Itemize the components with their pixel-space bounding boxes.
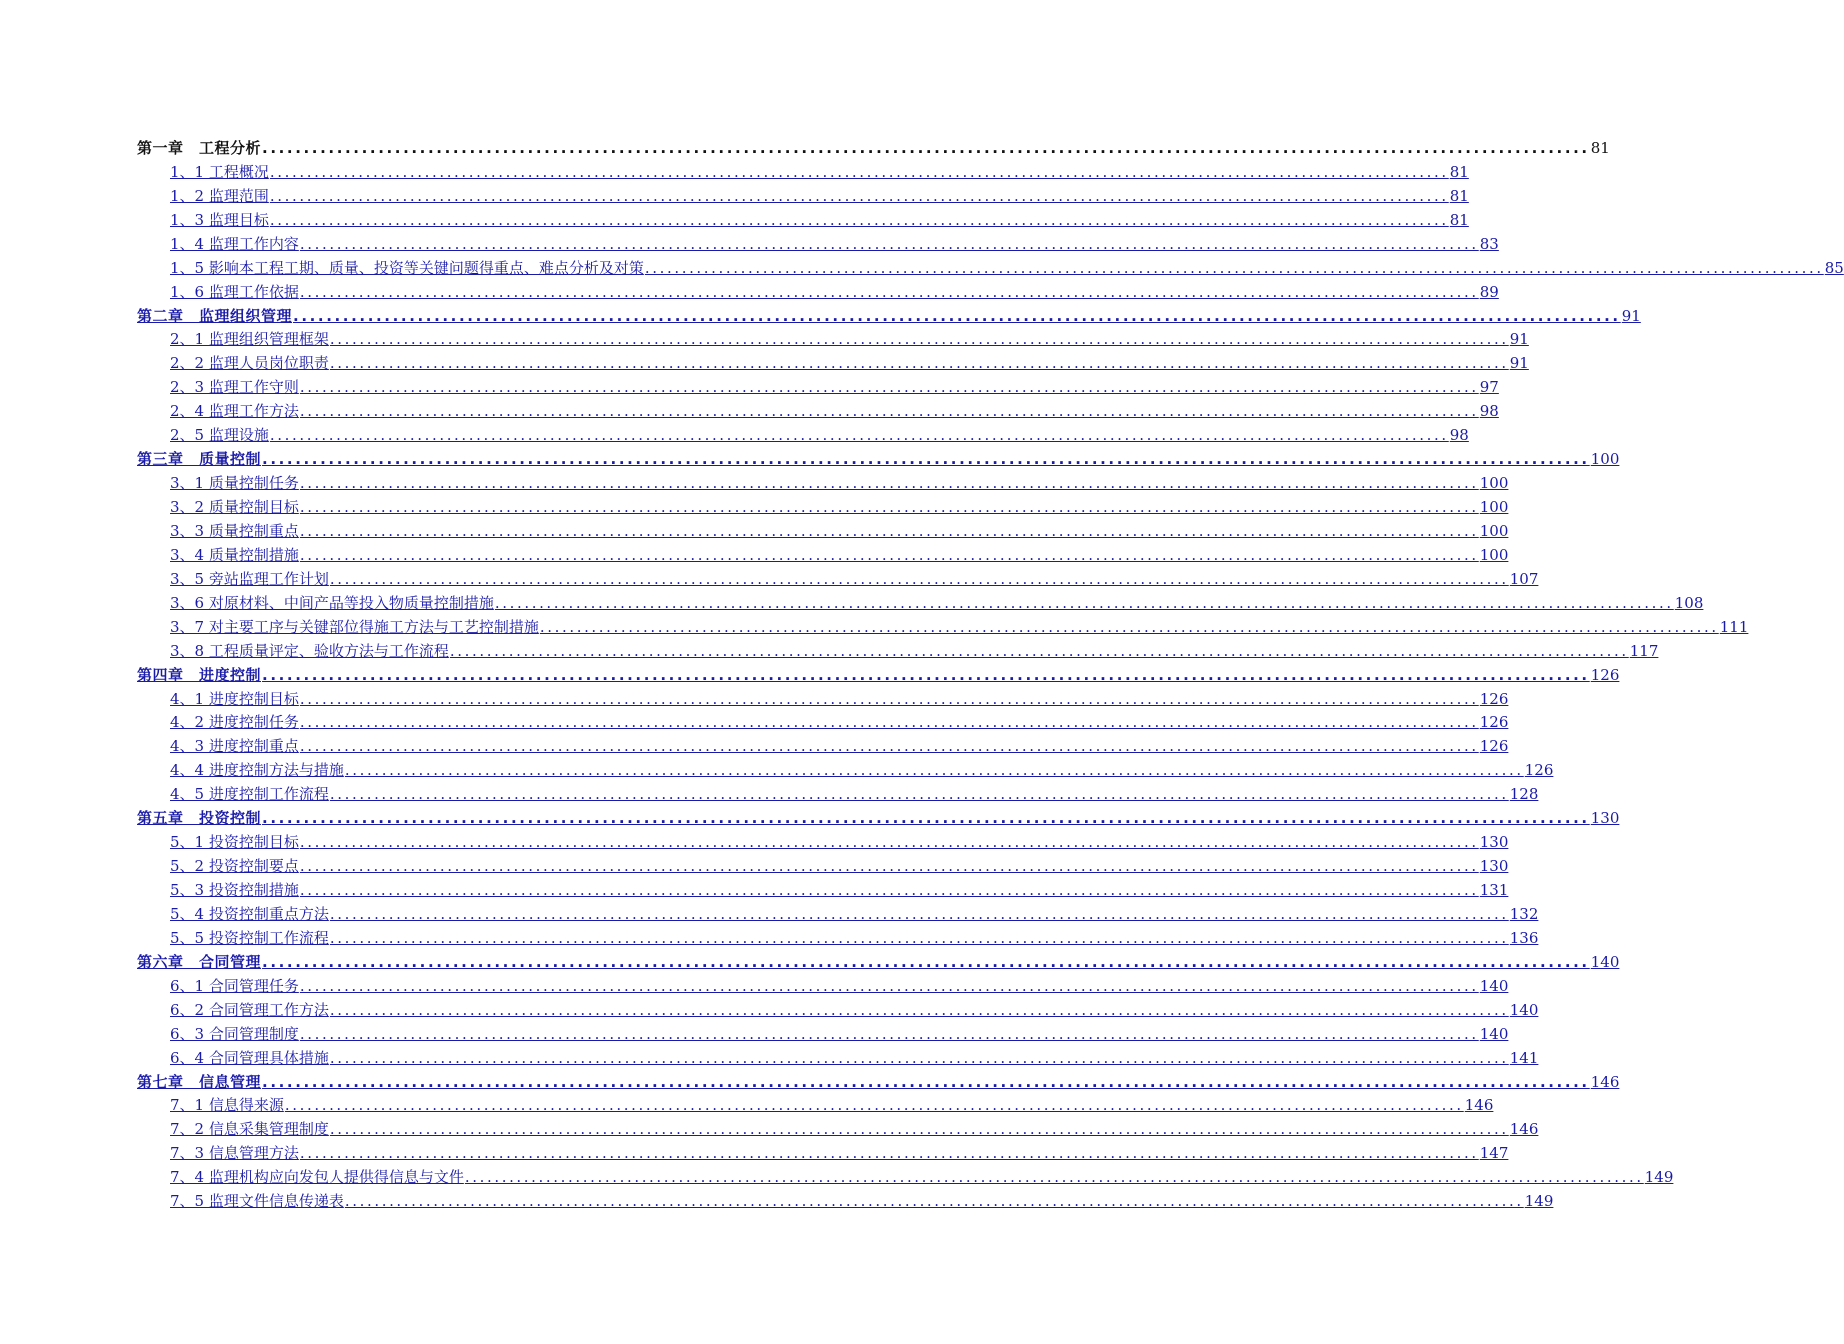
toc-page-number: 91 [1621,306,1641,325]
toc-page-number: 132 [1509,904,1539,923]
toc-section-entry[interactable] [137,278,1499,302]
toc-page-number: 108 [1674,593,1704,612]
toc-entry-title: 3、1 质量控制任务 [170,474,299,493]
toc-chapter-entry[interactable] [137,1068,1620,1092]
toc-section-entry[interactable] [137,469,1509,493]
toc-dot-leader: ................................................................................................................................................................ [329,569,1509,588]
toc-entry-title: 第二章 监理组织管理 [137,306,293,325]
toc-page-number: 128 [1509,785,1539,804]
toc-page-number: 100 [1479,545,1509,564]
toc-page-number: 126 [1524,761,1554,780]
toc-section-entry[interactable] [137,493,1509,517]
toc-page-number: 81 [1590,138,1610,157]
toc-entry-title: 第五章 投资控制 [137,809,262,828]
toc-page-number: 146 [1590,1072,1620,1091]
toc-dot-leader: ................................................................................................................................................................ [269,162,1449,181]
toc-page-number: 130 [1590,809,1620,828]
toc-section-entry[interactable] [137,1115,1539,1139]
toc-section-entry[interactable] [137,326,1529,350]
toc-dot-leader: ................................................................................................................................................................ [262,665,1590,684]
toc-section-entry[interactable] [137,349,1529,373]
toc-section-entry[interactable] [137,373,1499,397]
toc-entry-title: 4、3 进度控制重点 [170,737,299,756]
toc-section-entry[interactable] [137,732,1509,756]
toc-dot-leader: ................................................................................................................................................................ [299,521,1479,540]
toc-entry-title: 7、4 监理机构应向发包人提供得信息与文件 [170,1168,464,1187]
toc-section-entry[interactable] [137,1020,1509,1044]
toc-dot-leader: ................................................................................................................................................................ [344,1192,1524,1211]
toc-dot-leader: ................................................................................................................................................................ [262,1072,1590,1091]
toc-entry-title: 第一章 工程分析 [137,138,262,157]
toc-dot-leader: ................................................................................................................................................................ [329,904,1509,923]
toc-page-number: 149 [1524,1192,1554,1211]
toc-entry-title: 3、2 质量控制目标 [170,498,299,516]
toc-dot-leader: ................................................................................................................................................................ [329,785,1509,804]
toc-section-entry[interactable] [137,182,1469,206]
toc-entry-title: 第七章 信息管理 [137,1072,262,1091]
toc-page-number: 140 [1479,976,1509,995]
toc-entry-title: 2、4 监理工作方法 [170,402,299,421]
toc-chapter-entry[interactable] [137,948,1620,972]
toc-entry-title: 1、4 监理工作内容 [170,234,299,253]
toc-entry-title: 3、3 质量控制重点 [170,521,299,540]
toc-dot-leader: ................................................................................................................................................................ [299,498,1479,516]
toc-dot-leader: ................................................................................................................................................................ [299,234,1479,253]
toc-dot-leader: ................................................................................................................................................................ [539,617,1719,636]
toc-entry-title: 2、2 监理人员岗位职责 [170,354,329,373]
toc-entry-title: 1、3 监理目标 [170,210,269,229]
toc-entry-title: 2、3 监理工作守则 [170,378,299,397]
toc-dot-leader: ................................................................................................................................................................ [299,713,1479,732]
toc-page-number: 81 [1449,210,1469,229]
toc-dot-leader: ................................................................................................................................................................ [299,976,1479,995]
toc-section-entry[interactable] [137,541,1509,565]
toc-entry-title: 6、2 合同管理工作方法 [170,1000,329,1019]
toc-entry-title: 4、1 进度控制目标 [170,689,299,708]
toc-section-entry[interactable] [137,876,1509,900]
toc-entry-title: 5、5 投资控制工作流程 [170,928,329,947]
toc-dot-leader: ................................................................................................................................................................ [449,641,1629,660]
toc-section-entry[interactable] [137,756,1554,780]
toc-dot-leader: ................................................................................................................................................................ [299,474,1479,493]
toc-page-number: 146 [1509,1120,1539,1139]
toc-page-number: 126 [1479,713,1509,732]
toc-dot-leader: ................................................................................................................................................................ [299,737,1479,756]
toc-entry-title: 2、5 监理设施 [170,426,269,445]
toc-page-number: 98 [1479,402,1499,421]
toc-dot-leader: ................................................................................................................................................................ [464,1168,1644,1187]
toc-section-entry[interactable] [137,780,1539,804]
toc-section-entry[interactable] [137,709,1509,733]
toc-dot-leader: ................................................................................................................................................................ [299,545,1479,564]
toc-dot-leader: ................................................................................................................................................................ [269,210,1449,229]
toc-page-number: 98 [1449,426,1469,445]
toc-entry-title: 5、3 投资控制措施 [170,881,299,899]
toc-section-entry[interactable] [137,589,1704,613]
toc-dot-leader: ................................................................................................................................................................ [329,330,1509,349]
toc-dot-leader: ................................................................................................................................................................ [299,1144,1479,1163]
toc-entry-title: 1、6 监理工作依据 [170,282,299,301]
toc-chapter-entry[interactable] [137,302,1641,326]
toc-dot-leader: ................................................................................................................................................................ [293,306,1621,325]
toc-page-number: 100 [1479,521,1509,540]
toc-section-entry[interactable] [137,565,1539,589]
toc-entry-title: 3、8 工程质量评定、验收方法与工作流程 [170,641,449,660]
toc-page-number: 141 [1509,1048,1539,1067]
toc-chapter-entry[interactable] [137,445,1620,469]
toc-entry-title: 1、5 影响本工程工期、质量、投资等关键问题得重点、难点分析及对策 [170,258,644,277]
toc-dot-leader: ................................................................................................................................................................ [329,1000,1509,1019]
toc-dot-leader: ................................................................................................................................................................ [329,1120,1509,1139]
toc-page-number: 147 [1479,1144,1509,1163]
toc-entry-title: 第六章 合同管理 [137,952,262,971]
toc-page-number: 140 [1590,952,1620,971]
toc-page-number: 111 [1719,617,1749,636]
toc-page-number: 140 [1479,1024,1509,1043]
toc-dot-leader: ................................................................................................................................................................ [494,593,1674,612]
toc-dot-leader: ................................................................................................................................................................ [299,857,1479,876]
toc-entry-title: 3、4 质量控制措施 [170,545,299,564]
toc-page-number: 91 [1509,354,1529,373]
toc-section-entry[interactable] [137,637,1659,661]
toc-entry-title: 4、4 进度控制方法与措施 [170,761,344,780]
toc-entry-title: 第三章 质量控制 [137,450,262,469]
toc-entry-title: 3、7 对主要工序与关键部位得施工方法与工艺控制措施 [170,617,539,636]
toc-entry-title: 5、4 投资控制重点方法 [170,904,329,923]
toc-page-number: 100 [1590,450,1620,469]
toc-dot-leader: ................................................................................................................................................................ [299,378,1479,397]
toc-section-entry[interactable] [137,206,1469,230]
toc-page-number: 117 [1629,641,1659,660]
toc-section-entry[interactable] [137,1092,1494,1116]
toc-entry-title: 1、2 监理范围 [170,186,269,205]
toc-section-entry[interactable] [137,1139,1509,1163]
toc-page-number: 97 [1479,378,1499,397]
toc-page-number: 140 [1509,1000,1539,1019]
toc-page-number: 83 [1479,234,1499,253]
toc-dot-leader: ................................................................................................................................................................ [299,833,1479,852]
toc-dot-leader: ................................................................................................................................................................ [284,1096,1464,1115]
toc-dot-leader: ................................................................................................................................................................ [299,689,1479,708]
toc-chapter-entry [137,134,1610,158]
toc-entry-title: 5、2 投资控制要点 [170,857,299,876]
toc-page-number: 126 [1479,737,1509,756]
toc-page-number: 130 [1479,833,1509,852]
toc-entry-title: 3、5 旁站监理工作计划 [170,569,329,588]
toc-entry-title: 4、5 进度控制工作流程 [170,785,329,804]
toc-page-number: 85 [1824,258,1844,277]
toc-section-entry[interactable] [137,828,1509,852]
toc-page-number: 130 [1479,857,1509,876]
toc-dot-leader: ................................................................................................................................................................ [262,952,1590,971]
toc-dot-leader: ................................................................................................................................................................ [644,258,1824,277]
toc-section-entry[interactable] [137,852,1509,876]
toc-entry-title: 6、3 合同管理制度 [170,1024,299,1043]
toc-section-entry[interactable] [137,685,1509,709]
toc-entry-title: 3、6 对原材料、中间产品等投入物质量控制措施 [170,593,494,612]
toc-entry-title: 6、1 合同管理任务 [170,976,299,995]
toc-section-entry[interactable] [137,397,1499,421]
toc-page-number: 81 [1449,162,1469,181]
toc-chapter-entry[interactable] [137,804,1620,828]
toc-page-number: 89 [1479,282,1499,301]
toc-section-entry[interactable] [137,996,1539,1020]
toc-dot-leader: ................................................................................................................................................................ [299,282,1479,301]
toc-dot-leader: ................................................................................................................................................................ [299,402,1479,421]
toc-section-entry[interactable] [137,613,1749,637]
toc-dot-leader: ................................................................................................................................................................ [299,1024,1479,1043]
toc-page-number: 126 [1590,665,1620,684]
toc-dot-leader: ................................................................................................................................................................ [262,809,1590,828]
toc-section-entry[interactable] [137,421,1469,445]
toc-section-entry[interactable] [137,1163,1674,1187]
toc-entry-title: 1、1 工程概况 [170,162,269,181]
toc-section-entry[interactable] [137,900,1539,924]
toc-entry-title: 7、5 监理文件信息传递表 [170,1192,344,1211]
toc-dot-leader: ................................................................................................................................................................ [269,186,1449,205]
toc-section-entry[interactable] [137,1044,1539,1068]
toc-dot-leader: ................................................................................................................................................................ [262,450,1590,469]
toc-section-entry[interactable] [137,158,1469,182]
table-of-contents [137,134,1844,1211]
toc-entry-title: 第四章 进度控制 [137,665,262,684]
toc-entry-title: 5、1 投资控制目标 [170,833,299,852]
toc-page-number: 146 [1464,1096,1494,1115]
toc-dot-leader: ................................................................................................................................................................ [262,138,1590,157]
toc-dot-leader: ................................................................................................................................................................ [344,761,1524,780]
toc-page-number: 149 [1644,1168,1674,1187]
toc-entry-title: 7、3 信息管理方法 [170,1144,299,1163]
toc-section-entry[interactable] [137,1187,1554,1211]
toc-page-number: 91 [1509,330,1529,349]
toc-entry-title: 7、2 信息采集管理制度 [170,1120,329,1139]
toc-entry-title: 6、4 合同管理具体措施 [170,1048,329,1067]
toc-section-entry[interactable] [137,924,1539,948]
toc-section-entry[interactable] [137,254,1844,278]
toc-page-number: 136 [1509,928,1539,947]
toc-page-number: 126 [1479,689,1509,708]
toc-page-number: 131 [1479,881,1509,899]
toc-dot-leader: ................................................................................................................................................................ [269,426,1449,445]
toc-dot-leader: ................................................................................................................................................................ [299,881,1479,899]
toc-entry-title: 7、1 信息得来源 [170,1096,284,1115]
toc-dot-leader: ................................................................................................................................................................ [329,1048,1509,1067]
toc-page-number: 100 [1479,474,1509,493]
toc-page-number: 107 [1509,569,1539,588]
toc-page-number: 100 [1479,498,1509,516]
toc-chapter-entry[interactable] [137,661,1620,685]
toc-section-entry[interactable] [137,972,1509,996]
toc-section-entry[interactable] [137,230,1499,254]
toc-dot-leader: ................................................................................................................................................................ [329,928,1509,947]
toc-dot-leader: ................................................................................................................................................................ [329,354,1509,373]
toc-page-number: 81 [1449,186,1469,205]
toc-section-entry[interactable] [137,517,1509,541]
toc-entry-title: 4、2 进度控制任务 [170,713,299,732]
toc-entry-title: 2、1 监理组织管理框架 [170,330,329,349]
